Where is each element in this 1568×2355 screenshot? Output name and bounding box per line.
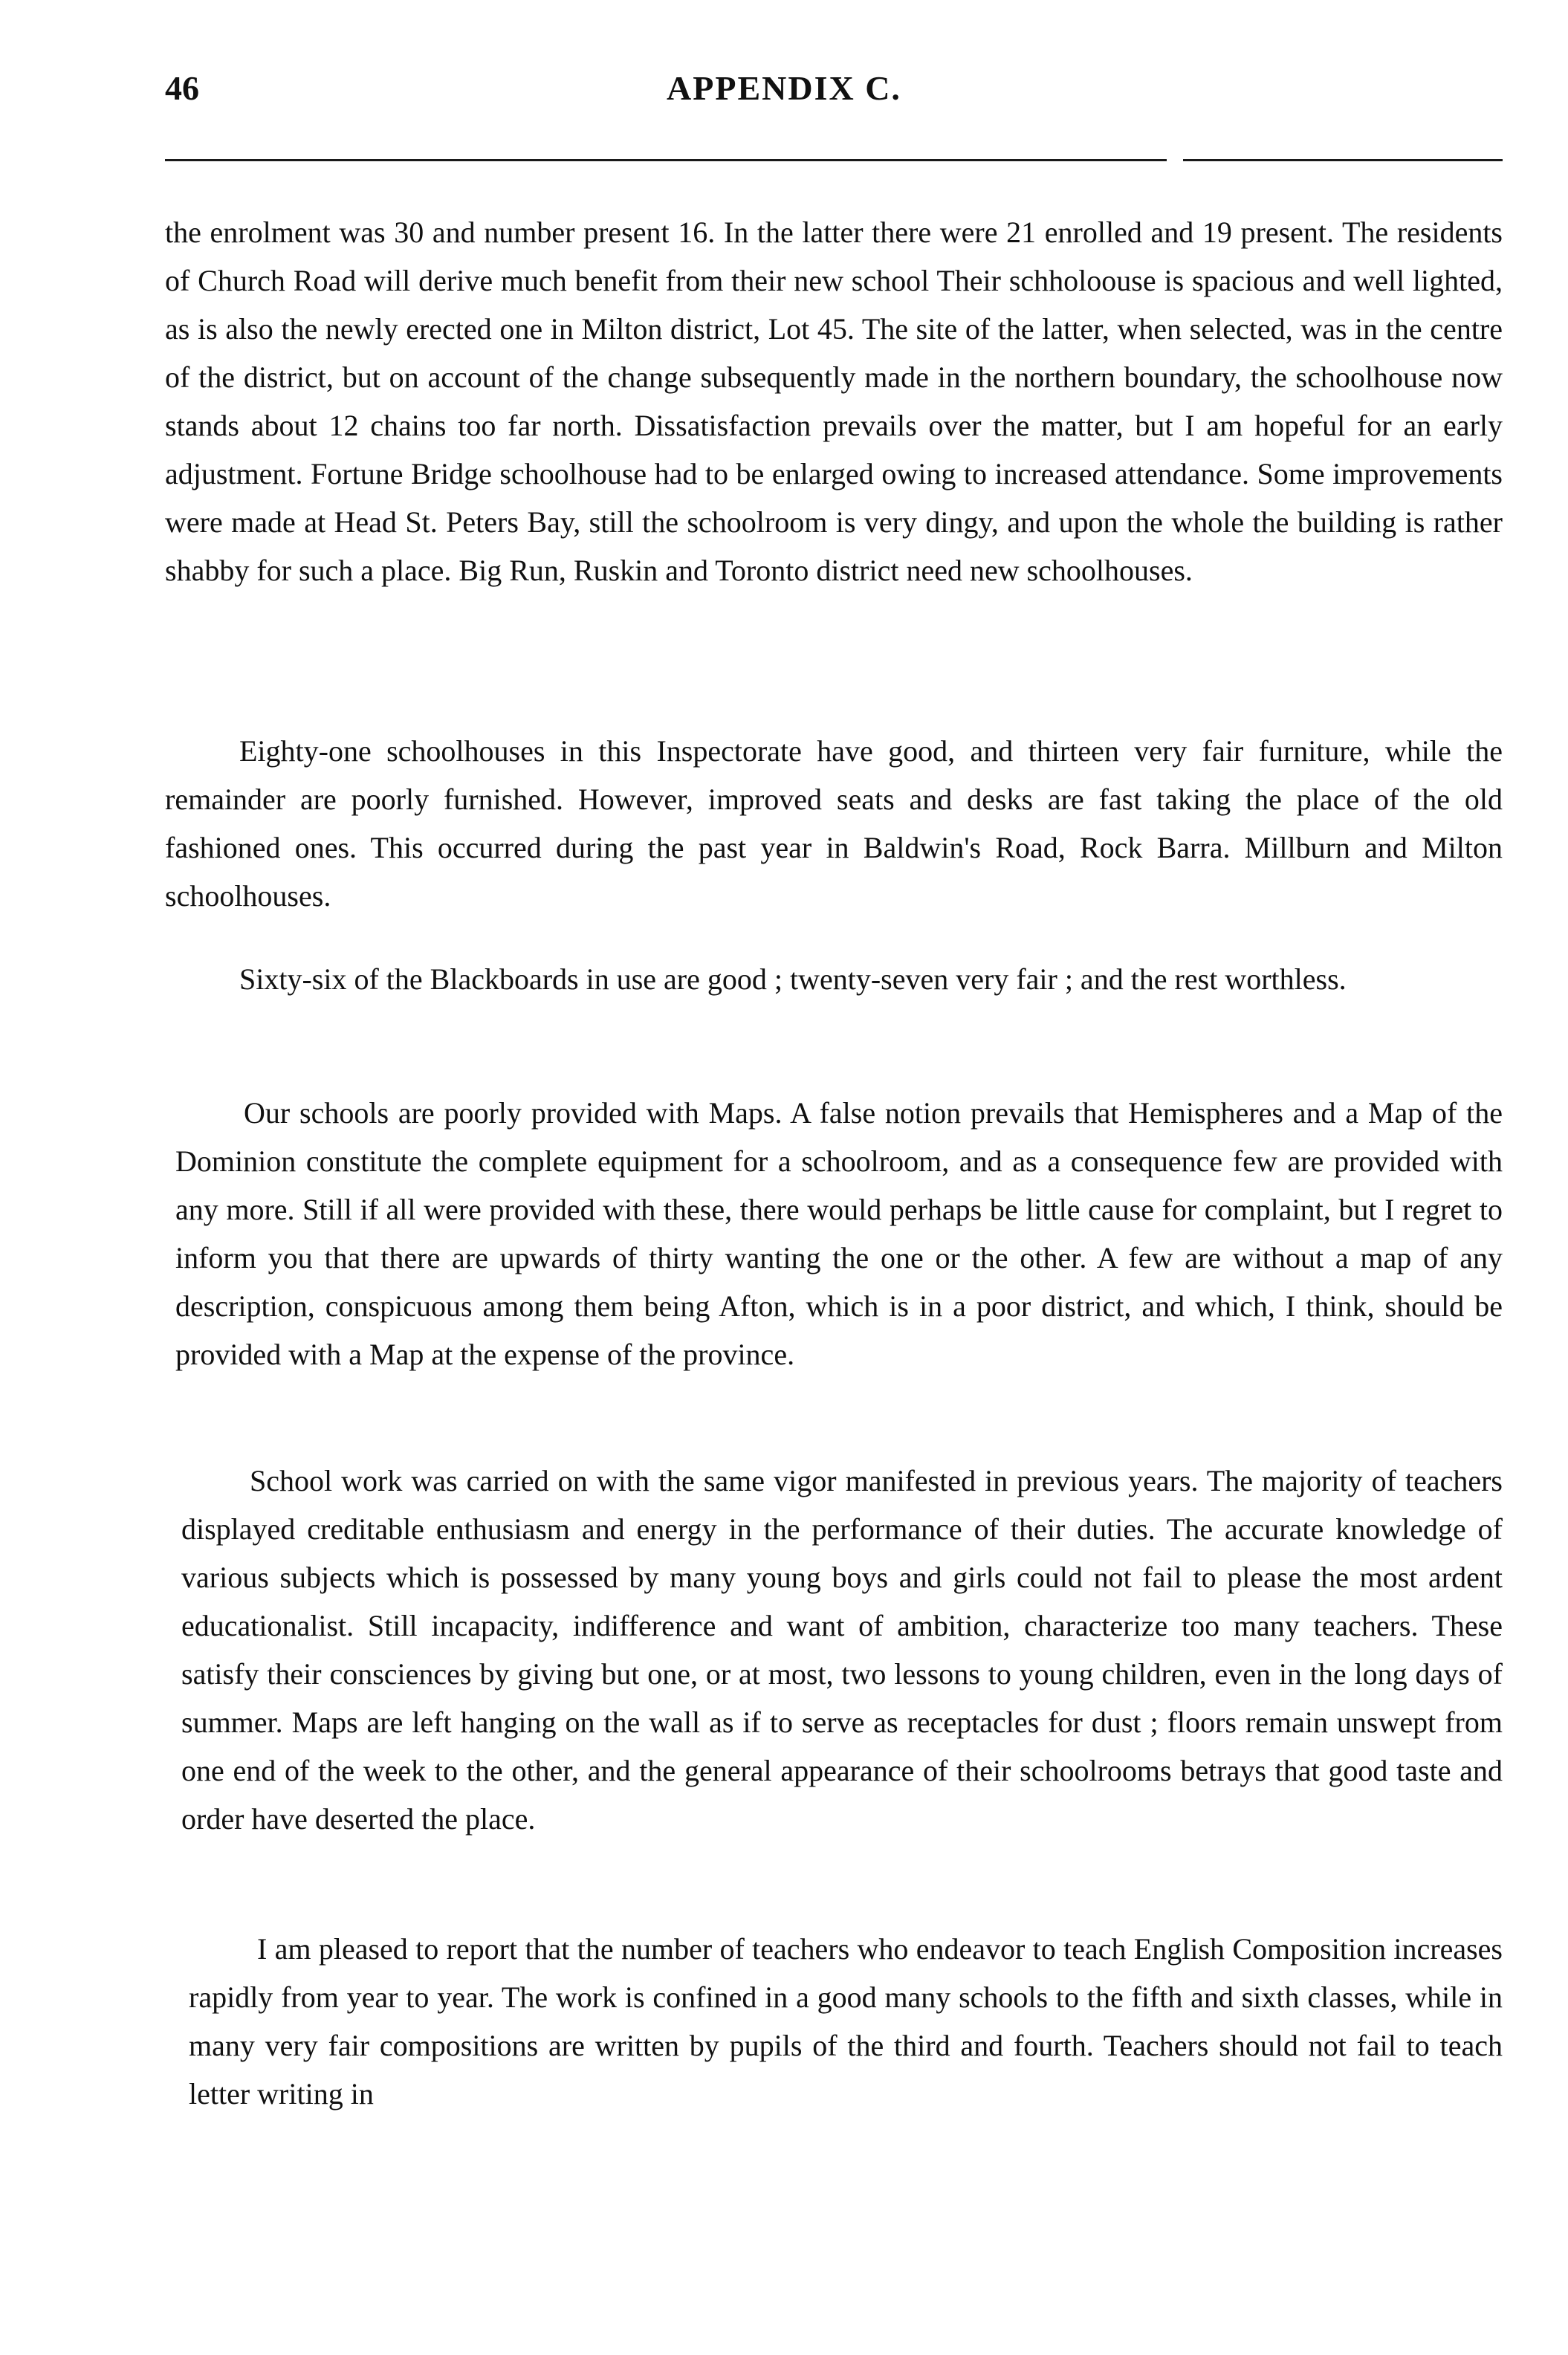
paragraph-4: Our schools are poorly provided with Maps. A false notion prevails that Hemispheres and a Map of the Dominion constitute the complete equipment for a schoolroom, and as a consequence few are provided with any more. Still if all were provided with these, there would perhaps be little cause for complaint, but I regret to inform you that there are upwards of thirty wanting the one or the other. A few are without a map of any description, conspicuous among them being Afton, which is in a poor district, and which, I think, should be provided with a Map at the expense of the province. xyxy=(175,1096,1503,1371)
paragraph-2: Eighty-one schoolhouses in this Inspectorate have good, and thirteen very fair furniture, while the remainder are poorly furnished. However, improved seats and desks are fast taking the place of the old fashioned ones. This occurred during the past year in Baldwin's Road, Rock Barra. Millburn and Milton schoolhouses. xyxy=(165,734,1503,913)
paragraph-5: School work was carried on with the same vigor manifested in previous years. The majority of teachers displayed creditable enthusiasm and energy in the performance of their duties. The accurate knowledge of various subjects which is possessed by many young boys and girls could not fail to please the most ardent educationalist. Still incapacity, indifference and want of ambition, characterize too many teachers. These satisfy their consciences by giving but one, or at most, two lessons to young children, even in the long days of summer. Maps are left hanging on the wall as if to serve as receptacles for dust ; floors remain unswept from one end of the week to the other, and the general appearance of their schoolrooms betrays that good taste and order have deserted the place. xyxy=(181,1464,1503,1836)
paragraph-6: I am pleased to report that the number of teachers who endeavor to teach English Composition increases rapidly from year to year. The work is confined in a good many schools to the fifth and sixth classes, while in many very fair compositions are written by pupils of the third and fourth. Teachers should not fail to teach letter writing in xyxy=(189,1932,1503,2111)
running-head: APPENDIX C. xyxy=(667,69,901,107)
page-number: 46 xyxy=(165,69,199,107)
header-rule-left xyxy=(165,159,1167,161)
paragraph-3: Sixty-six of the Blackboards in use are good ; twenty-seven very fair ; and the rest worthless. xyxy=(239,962,1347,996)
header-rule-right xyxy=(1183,159,1503,161)
paragraph-1: the enrolment was 30 and number present 16. In the latter there were 21 enrolled and 19 present. The residents of Church Road will derive much benefit from their new school Their schholoouse is spacious and well lighted, as is also the newly erected one in Milton district, Lot 45. The site of the latter, when selected, was in the centre of the district, but on account of the change subsequently made in the northern boundary, the schoolhouse now stands about 12 chains too far north. Dissatisfaction prevails over the matter, but I am hopeful for an early adjustment. Fortune Bridge schoolhouse had to be enlarged owing to increased attendance. Some improvements were made at Head St. Peters Bay, still the schoolroom is very dingy, and upon the whole the building is rather shabby for such a place. Big Run, Ruskin and Toronto district need new schoolhouses. xyxy=(165,216,1503,587)
